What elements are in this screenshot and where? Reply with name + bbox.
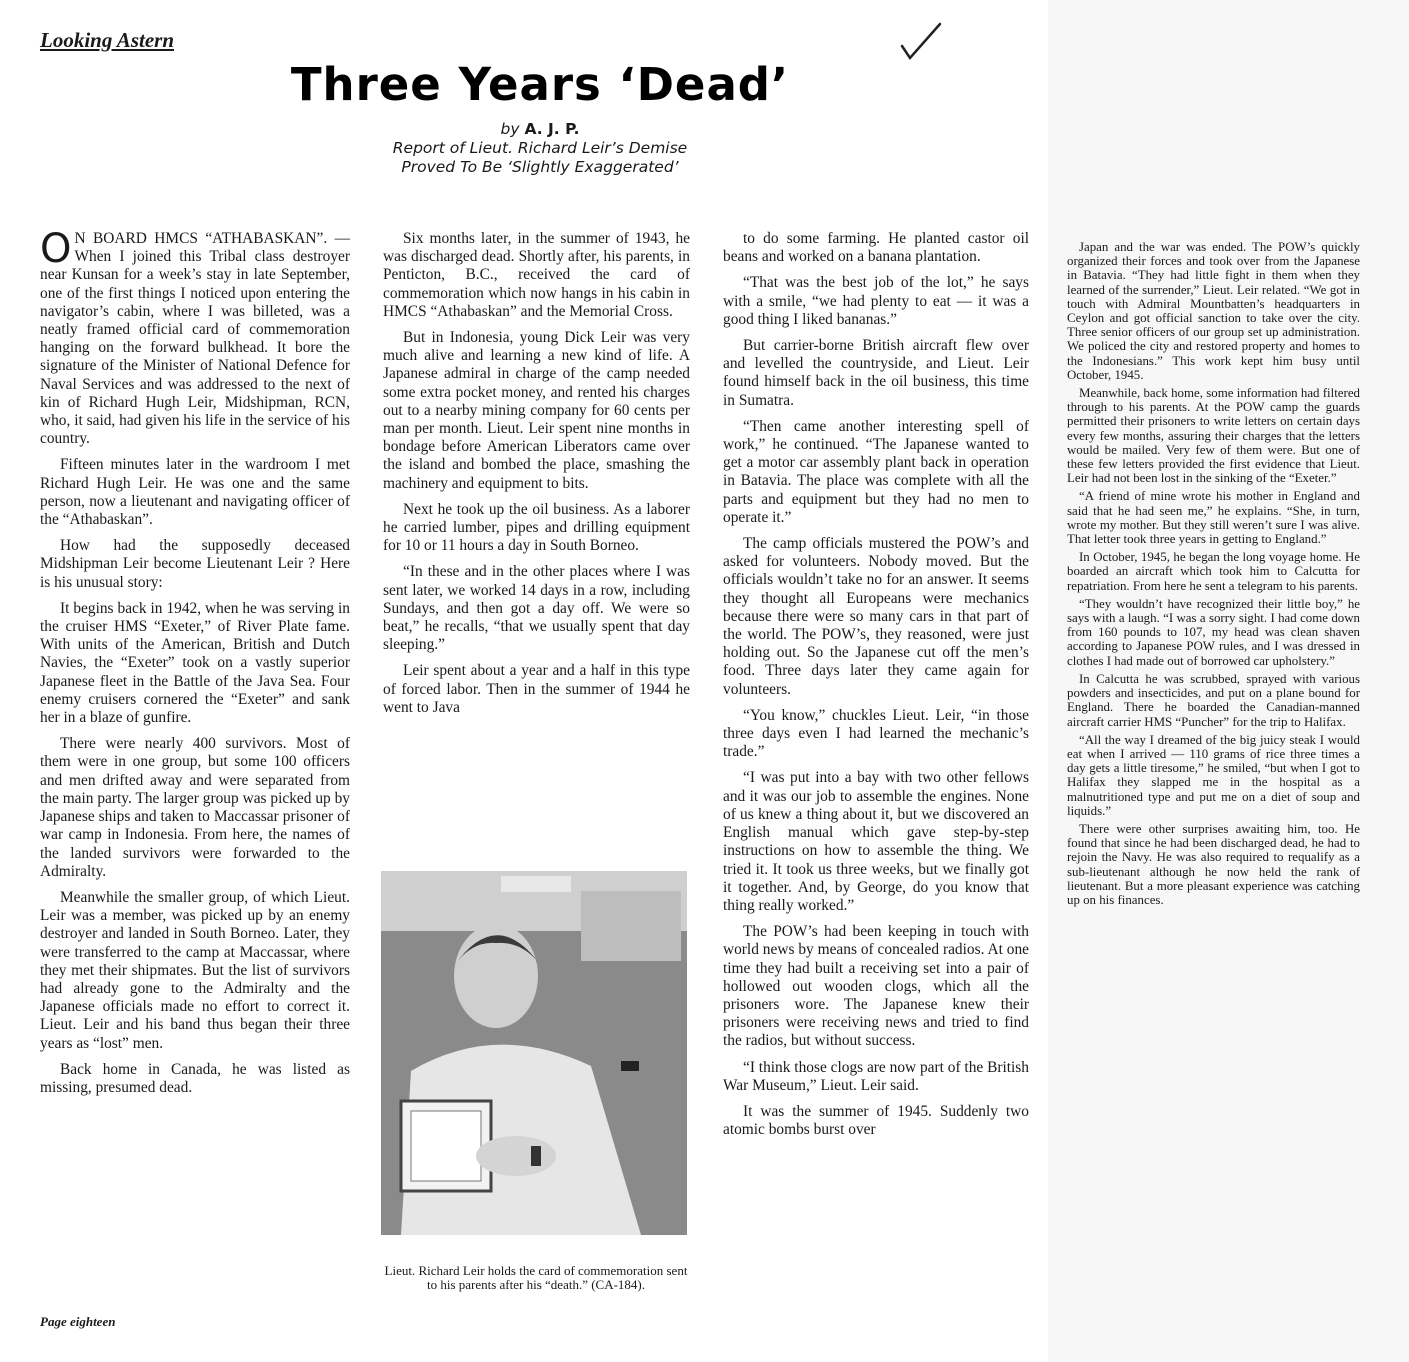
- article-title: Three Years ‘Dead’: [290, 58, 790, 111]
- paragraph: Back home in Canada, he was listed as missing, presumed dead.: [40, 1060, 350, 1096]
- page-number: Page eighteen: [40, 1314, 116, 1329]
- paragraph: In Calcutta he was scrubbed, sprayed with various powders and insecticides, and put on a plane bound for England. There he boarded the Canadian-manned aircraft carrier HMS “Puncher” for the trip to Halifax.: [1067, 671, 1360, 729]
- paragraph: It begins back in 1942, when he was serving in the cruiser HMS “Exeter,” of River Plate fame. With units of the American, British and Dutch Navies, the “Exeter” took on a vastly superior Japanese fleet in the Battle of the Java Sea. Four enemy cruisers cornered the “Exeter” and sank her in a blaze of gunfire.: [40, 599, 350, 727]
- article-column-1: [40, 226, 350, 1105]
- article-subtitle: Report of Lieut. Richard Leir’s Demise Proved To Be ‘Slightly Exaggerated’: [392, 139, 688, 176]
- paragraph: “They wouldn’t have recognized their little boy,” he says with a laugh. “I was a sorry sight. I had come down from 160 pounds to 107, my head was clean shaven according to Japanese POW rules, and I was dressed in clothes I had made out of borrowed car upholstery.”: [1067, 596, 1360, 668]
- handwritten-checkmark-icon: [896, 18, 946, 68]
- paragraph: Japan and the war was ended. The POW’s quickly organized their forces and took over from the Japanese in Batavia. “They had little fight in them when they learned of the surrender,” Lieut. Leir related. “We got in touch with Admiral Mountbatten’s headquarters in Ceylon and got official sanction to take over the city. Three senior officers of our group set up administration. We policed the city and restored property and homes to the Indonesians.” This work kept him busy until October, 1945.: [1067, 240, 1360, 382]
- paragraph: “You know,” chuckles Lieut. Leir, “in those three days even I had learned the mechanic’s trade.”: [723, 706, 1029, 761]
- photo-caption: Lieut. Richard Leir holds the card of commemoration sent to his parents after his “death.” (CA-184).: [384, 1263, 688, 1292]
- paragraph: Next he took up the oil business. As a laborer he carried lumber, pipes and drilling equipment for 10 or 11 hours a day in South Borneo.: [383, 500, 690, 555]
- paragraph: There were nearly 400 survivors. Most of them were in one group, but some 100 officers and men drifted away and were separated from the main party. The larger group was picked up by Japanese ships and taken to Maccassar prisoner of war camp in Indonesia. From here, the names of the landed survivors were forwarded to the Admiralty.: [40, 735, 350, 880]
- paragraph: “I was put into a bay with two other fellows and it was our job to assemble the engines. None of us knew a thing about it, but we discovered an English manual which gave step-by-step instructions on how to assemble the thing. We tried it. It took us three weeks, but we finally got it together. And, by George, do you know that thing really worked.”: [723, 769, 1029, 914]
- article-photo: [381, 871, 687, 1235]
- paragraph: Meanwhile the smaller group, of which Lieut. Leir was a member, was picked up by an enemy destroyer and landed in South Borneo. Later, they were transferred to the camp at Maccassar, where they met their shipmates. But the list of survivors had already gone to the Admiralty and the Japanese officials made no effort to correct it. Lieut. Leir and his band thus began their three years as “lost” men.: [40, 888, 350, 1052]
- paragraph: Six months later, in the summer of 1943, he was discharged dead. Shortly after, his parents, in Penticton, B.C., received the card of commemoration which now hangs in his cabin in HMCS “Athabaskan” and the Memorial Cross.: [383, 230, 690, 320]
- officer-holding-card-illustration: [381, 871, 687, 1235]
- paragraph: [40, 226, 350, 448]
- paragraph: But carrier-borne British aircraft flew over and levelled the countryside, and Lieut. Leir found himself back in the oil business, this time in Sumatra.: [723, 337, 1029, 409]
- section-label: Looking Astern: [40, 28, 174, 52]
- paragraph-text: N BOARD HMCS “ATHABASKAN”. — When I joined this Tribal class destroyer near Kunsan for a week’s stay in late September, one of the first things I noticed upon entering the navigator’s cabin, where I was billeted, was a neatly framed official card of commemoration hanging on the forward bulkhead. It bore the signature of the Minister of National Defence for Naval Services and was addressed to the next of kin of Richard Hugh Leir, Midshipman, RCN, who, it said, had given his life in the service of his country.: [40, 230, 350, 448]
- paragraph: “A friend of mine wrote his mother in England and said that he had seen me,” he explains. “She, in turn, wrote my mother. But they still weren’t sure I was alive. That letter took three years in getting to England.”: [1067, 489, 1360, 547]
- byline: [370, 120, 710, 177]
- paragraph: There were other surprises awaiting him, too. He found that since he had been discharged dead, he had to rejoin the Navy. He was also required to requalify as a sub-lieutenant although he now held the rank of lieutenant. But a more pleasant experience was catching up on his finances.: [1067, 821, 1360, 907]
- paragraph: Meanwhile, back home, some information had filtered through to his parents. At the POW camp the guards permitted their prisoners to write letters on certain days every few months, assuring their charges that the letters would be mailed. Very few of them were. But one of these few letters provided the first evidence that Lieut. Leir had not been lost in the sinking of the “Exeter.”: [1067, 386, 1360, 486]
- paragraph: “Then came another interesting spell of work,” he continued. “The Japanese wanted to get a motor car assembly plant back in operation in Batavia. The place was complete with all the parts and equipment but they had no men to operate it.”: [723, 417, 1029, 526]
- paragraph: The camp officials mustered the POW’s and asked for volunteers. Nobody moved. But the officials wouldn’t take no for an answer. It seems they thought all Europeans were mechanics because there were so many cars in that part of the world. The POW’s, they reasoned, were just holding out. So the Japanese cut off the men’s food. Three days later they came again for volunteers.: [723, 535, 1029, 698]
- paragraph: How had the supposedly deceased Midshipman Leir become Lieutenant Leir ? Here is his unusual story:: [40, 537, 350, 591]
- byline-author: A. J. P.: [524, 120, 580, 138]
- paragraph: “That was the best job of the lot,” he says with a smile, “we had plenty to eat — it was a good thing I liked bananas.”: [723, 274, 1029, 328]
- paragraph: But in Indonesia, young Dick Leir was very much alive and learning a new kind of life. A Japanese admiral in charge of the camp needed some extra pocket money, and rented his charges out to a nearby mining company for 60 cents per man per month. Lieut. Leir spent nine months in bondage before American Liberators came over the island and bombed the place, smashing the machinery and equipment to bits.: [383, 329, 690, 492]
- paragraph: “I think those clogs are now part of the British War Museum,” Lieut. Leir said.: [723, 1058, 1029, 1094]
- paragraph: to do some farming. He planted castor oil beans and worked on a banana plantation.: [723, 230, 1029, 266]
- paragraph: “All the way I dreamed of the big juicy steak I would eat when I arrived — 110 grams of rice three times a day gets a little tiresome,” he smiled, “but when I got to Halifax they slapped me in the hospital as a malnutritioned type and put me on a diet of soup and liquids.”: [1067, 732, 1360, 818]
- article-column-3: [723, 230, 1029, 1147]
- paragraph: Fifteen minutes later in the wardroom I met Richard Hugh Leir. He was one and the same person, now a lieutenant and navigating officer of the “Athabaskan”.: [40, 456, 350, 529]
- paragraph: Leir spent about a year and a half in this type of forced labor. Then in the summer of 1944 he went to Java: [383, 662, 690, 716]
- drop-cap: O: [40, 226, 72, 272]
- paragraph: It was the summer of 1945. Suddenly two atomic bombs burst over: [723, 1102, 1029, 1139]
- byline-by: by: [500, 120, 520, 138]
- article-column-2: [383, 230, 690, 725]
- article-column-4: [1067, 240, 1360, 911]
- paragraph: The POW’s had been keeping in touch with world news by means of concealed radios. At one time they had built a receiving set into a pair of hollowed out wooden clogs, which all the prisoners wore. The Japanese knew their prisoners were receiving news and tried to find the radios, but without success.: [723, 923, 1029, 1050]
- paragraph: “In these and in the other places where I was sent later, we worked 14 days in a row, including Sundays, and then got a day off. We were so beat,” he recalls, “that we usually spent that day sleeping.”: [383, 563, 690, 654]
- paragraph: In October, 1945, he began the long voyage home. He boarded an aircraft which took him to Calcutta for repatriation. From here he sent a telegram to his parents.: [1067, 550, 1360, 593]
